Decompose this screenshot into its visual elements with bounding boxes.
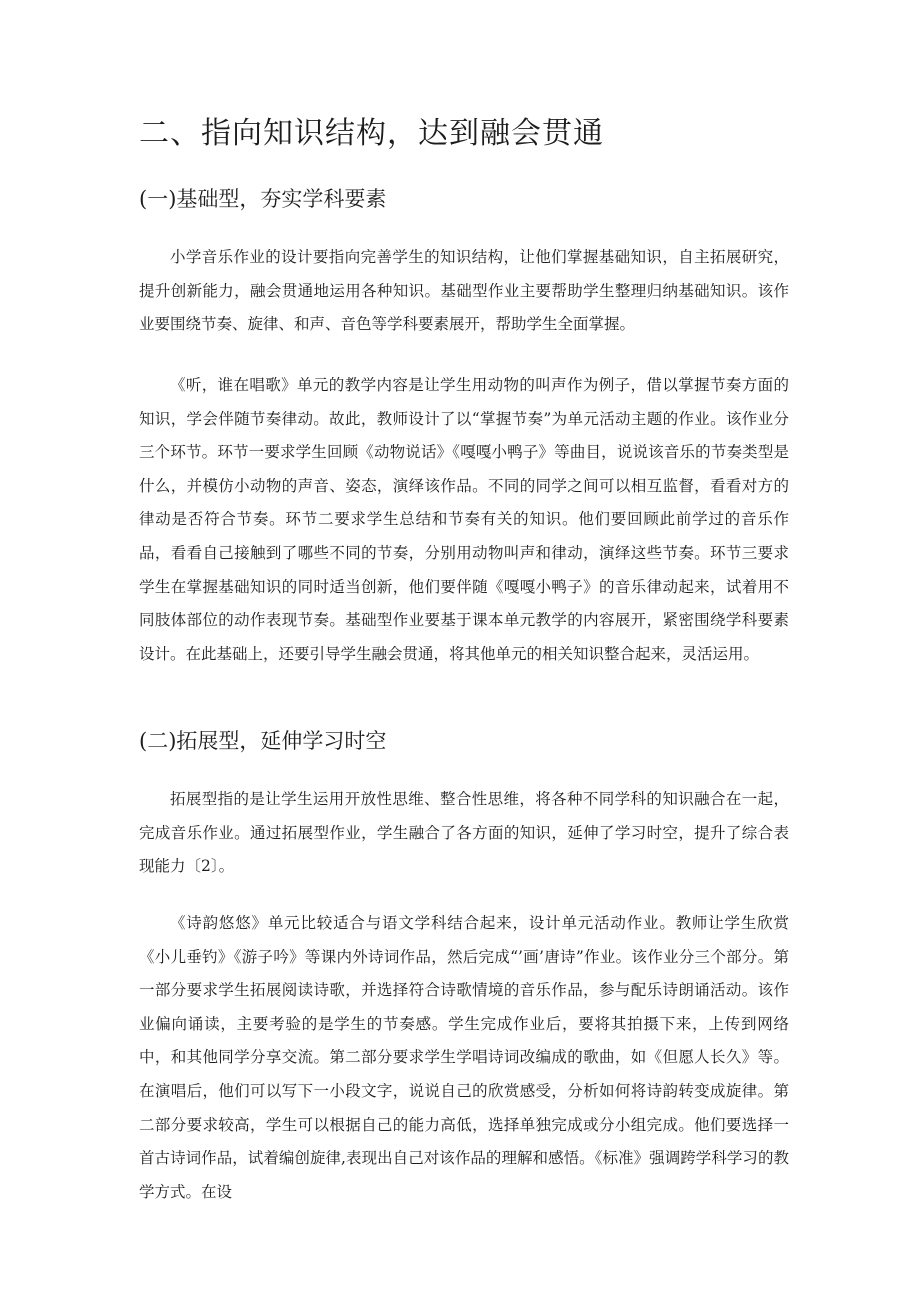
- paragraph: 《诗韵悠悠》单元比较适合与语文学科结合起来，设计单元活动作业。教师让学生欣赏《小儿垂钓》《游子吟》等课内外诗词作品，然后完成“’画’唐诗”作业。该作业分三个部分。第一部分要求学生拓展阅读诗歌，并选择符合诗歌情境的音乐作品，参与配乐诗朗诵活动。该作业偏向诵读，主要考验的是学生的节奏感。学生完成作业后，要将其拍摄下来，上传到网络中，和其他同学分享交流。第二部分要求学生学唱诗词改编成的歌曲，如《但愿人长久》等。在演唱后，他们可以写下一小段文字，说说自己的欣赏感受，分析如何将诗韵转变成旋律。第二部分要求较高，学生可以根据自己的能力高低，选择单独完成或分小组完成。他们要选择一首古诗词作品，试着编创旋律,表现出自己对该作品的理解和感悟。《标准》强调跨学科学习的教学方式。在设: [139, 914, 789, 1201]
- subsection-title-extended: (二)拓展型，延伸学习时空: [139, 729, 387, 753]
- paragraph: 小学音乐作业的设计要指向完善学生的知识结构，让他们掌握基础知识，自主拓展研究，提升创新能力，融会贯通地运用各种知识。基础型作业主要帮助学生整理归纳基础知识。该作业要围绕节奏、旋律、和声、音色等学科要素展开，帮助学生全面掌握。: [139, 248, 789, 334]
- subsection-title-basic: (一)基础型，夯实学科要素: [139, 187, 387, 211]
- paragraph: 拓展型指的是让学生运用开放性思维、整合性思维，将各种不同学科的知识融合在一起，完成音乐作业。通过拓展型作业，学生融合了各方面的知识，延伸了学习时空，提升了综合表现能力〔2〕。: [139, 790, 789, 876]
- section-heading: 二、指向知识结构，达到融会贯通: [139, 116, 604, 151]
- paragraph: 《听，谁在唱歌》单元的教学内容是让学生用动物的叫声作为例子，借以掌握节奏方面的知识，学会伴随节奏律动。故此，教师设计了以“掌握节奏”为单元活动主题的作业。该作业分三个环节。环节一要求学生回顾《动物说话》《嘎嘎小鸭子》等曲目，说说该音乐的节奏类型是什么，并模仿小动物的声音、姿态，演绎该作品。不同的同学之间可以相互监督，看看对方的律动是否符合节奏。环节二要求学生总结和节奏有关的知识。他们要回顾此前学过的音乐作品，看看自己接触到了哪些不同的节奏，分别用动物叫声和律动，演绎这些节奏。环节三要求学生在掌握基础知识的同时适当创新，他们要伴随《嘎嘎小鸭子》的音乐律动起来，试着用不同肢体部位的动作表现节奏。基础型作业要基于课本单元教学的内容展开，紧密围绕学科要素设计。在此基础上，还要引导学生融会贯通，将其他单元的相关知识整合起来，灵活运用。: [139, 376, 789, 663]
